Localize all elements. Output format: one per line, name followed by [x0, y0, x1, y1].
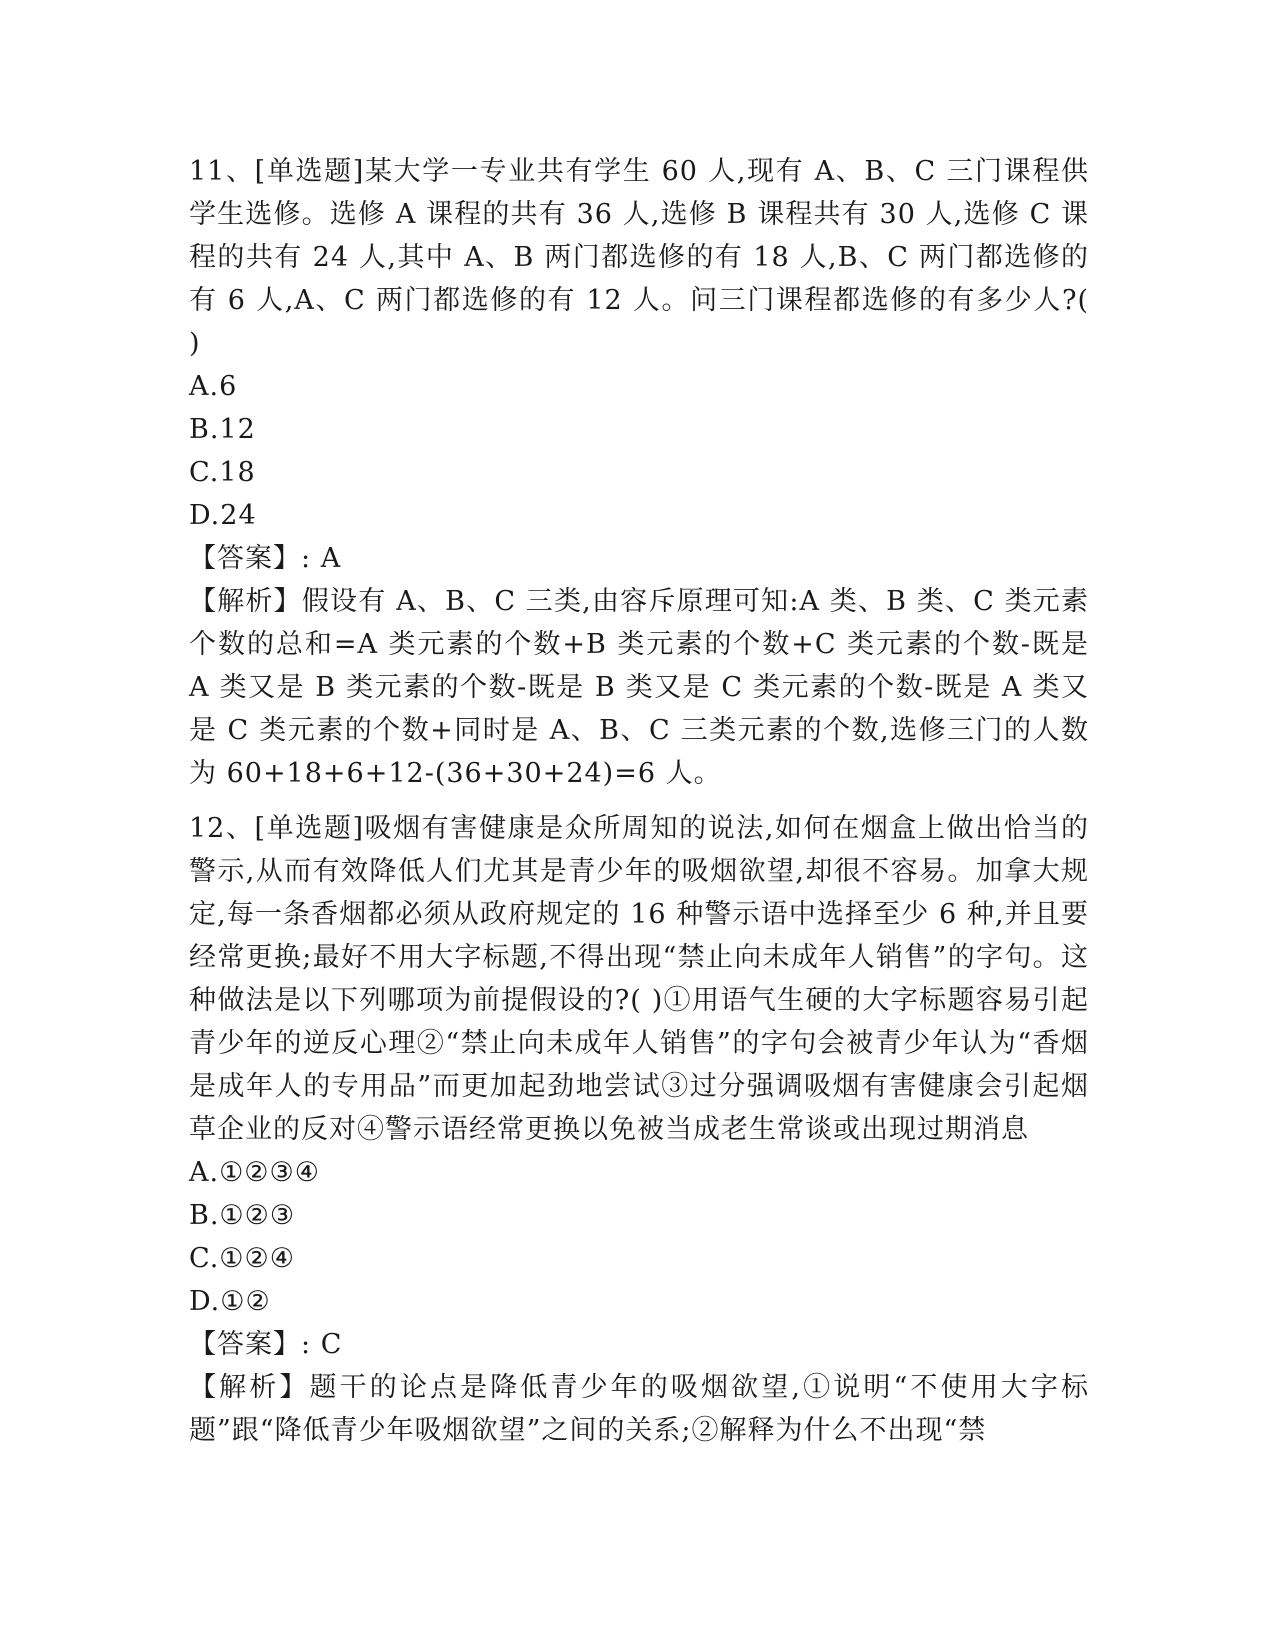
option-d: D.24 — [189, 500, 257, 531]
analysis-text: 假设有 A、B、C 三类,由容斥原理可知:A 类、B 类、C 类元素个数的总和=A 类元素的个数+B 类元素的个数+C 类元素的个数-既是 A 类又是 B 类元素的个数-既是 B 类又是 C 类元素的个数-既是 A 类又是 C 类元素的个数+同时是 A、B、C 三类元素的个数,选修三门的人数为 60+18+6+12-(36+30+24)=6 人。 — [189, 586, 1090, 789]
option-d: D.①② — [189, 1286, 271, 1317]
analysis-paragraph — [189, 580, 1089, 795]
option-b: B.12 — [189, 414, 256, 445]
analysis-label: 【解析】 — [189, 586, 302, 617]
option-c: C.①②④ — [189, 1243, 295, 1274]
answer-label: 【答案】: — [189, 543, 312, 574]
option-a: A.6 — [189, 371, 238, 402]
answer-line — [189, 537, 1089, 580]
analysis-label: 【解析】 — [189, 1372, 310, 1403]
answer-value: A — [320, 543, 342, 574]
question-stem: 11、[单选题]某大学一专业共有学生 60 人,现有 A、B、C 三门课程供学生选修。选修 A 课程的共有 36 人,选修 B 课程共有 30 人,选修 C 课程的共有 24 人,其中 A、B 两门都选修的有 18 人,B、C 两门都选修的有 6 人,A、C 两门都选修的有 12 人。问三门课程都选修的有多少人?( ) — [189, 156, 1089, 359]
option-b: B.①②③ — [189, 1200, 296, 1231]
question-stem: 12、[单选题]吸烟有害健康是众所周知的说法,如何在烟盒上做出恰当的警示,从而有效降低人们尤其是青少年的吸烟欲望,却很不容易。加拿大规定,每一条香烟都必须从政府规定的 16 种警示语中选择至少 6 种,并且要经常更换;最好不用大字标题,不得出现“禁止向未成年人销售”的字句。这种做法是以下列哪项为前提假设的?( )①用语气生硬的大字标题容易引起青少年的逆反心理②“禁止向未成年人销售”的字句会被青少年认为“香烟是成年人的专用品”而更加起劲地尝试③过分强调吸烟有害健康会引起烟草企业的反对④警示语经常更换以免被当成老生常谈或出现过期消息 — [189, 813, 1089, 1145]
question-11 — [189, 150, 1089, 795]
answer-label: 【答案】: — [189, 1329, 312, 1360]
answer-value: C — [320, 1329, 343, 1360]
analysis-text: 题干的论点是降低青少年的吸烟欲望,①说明“不使用大字标题”跟“降低青少年吸烟欲望”之间的关系;②解释为什么不出现“禁 — [189, 1372, 1089, 1446]
option-a: A.①②③④ — [189, 1157, 320, 1188]
option-c: C.18 — [189, 457, 256, 488]
question-12 — [189, 807, 1089, 1452]
analysis-paragraph — [189, 1366, 1089, 1452]
document-page — [189, 150, 1089, 1464]
answer-line — [189, 1323, 1089, 1366]
